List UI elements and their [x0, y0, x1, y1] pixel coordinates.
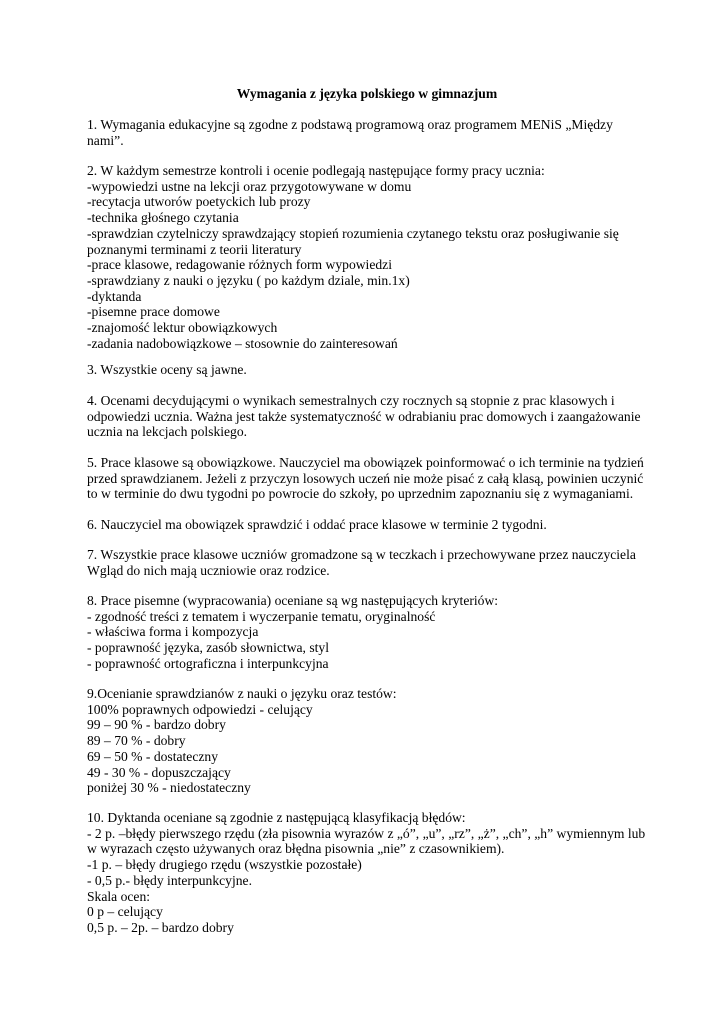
text-line: -dyktanda — [87, 288, 142, 304]
text-line: ucznia na lekcjach polskiego. — [87, 424, 248, 440]
section-7 — [87, 547, 647, 578]
text-line: odpowiedzi ucznia. Ważna jest także systematyczność w odrabianiu prac domowych i zaangażowanie — [87, 408, 641, 424]
text-line: 99 – 90 % - bardzo dobry — [87, 717, 226, 733]
text-line: - 2 p. –błędy pierwszego rzędu (zła pisownia wyrazów z „ó”, „u”, „rz”, „ż”, „ch”, „h” wymiennym lub — [87, 825, 646, 841]
section-3 — [87, 362, 647, 378]
text-line: 4. Ocenami decydującymi o wynikach semestralnych czy rocznych są stopnie z prac klasowych i — [87, 393, 615, 408]
text-line: -zadania nadobowiązkowe – stosownie do zainteresowań — [87, 335, 398, 351]
text-line: -znajomość lektur obowiązkowych — [87, 320, 278, 336]
text-line: -sprawdziany z nauki o języku ( po każdym dziale, min.1x) — [87, 272, 410, 288]
text-line: 49 - 30 % - dopuszczający — [87, 764, 231, 780]
text-line: 10. Dyktanda oceniane są zgodnie z następującą klasyfikacją błędów: — [87, 810, 466, 825]
text-line: Skala ocen: — [87, 888, 151, 904]
section-1 — [87, 117, 647, 148]
text-line: 0,5 p. – 2p. – bardzo dobry — [87, 919, 234, 935]
text-line: - zgodność treści z tematem i wyczerpanie tematu, oryginalność — [87, 608, 436, 624]
text-line: -pisemne prace domowe — [87, 304, 220, 320]
text-line: -1 p. – błędy drugiego rzędu (wszystkie pozostałe) — [87, 857, 362, 873]
text-line: 5. Prace klasowe są obowiązkowe. Nauczyciel ma obowiązek poinformować o ich terminie na tydzień — [87, 455, 644, 470]
text-line: to w terminie do dwu tygodni po powrocie do szkoły, po uprzednim zapoznaniu się z wymaganiami. — [87, 486, 634, 502]
text-line: 1. Wymagania edukacyjne są zgodne z podstawą programową oraz programem MENiS „Między — [87, 117, 613, 132]
text-line: 7. Wszystkie prace klasowe uczniów gromadzone są w teczkach i przechowywane przez nauczyciela — [87, 547, 636, 562]
text-line: 8. Prace pisemne (wypracowania) oceniane są wg następujących kryteriów: — [87, 593, 499, 608]
text-line: - 0,5 p.- błędy interpunkcyjne. — [87, 872, 252, 888]
section-2 — [87, 163, 647, 351]
text-line: -technika głośnego czytania — [87, 210, 239, 226]
text-line: 9.Ocenianie sprawdzianów z nauki o języku oraz testów: — [87, 686, 397, 701]
text-line: 2. W każdym semestrze kontroli i ocenie podlegają następujące formy pracy ucznia: — [87, 163, 545, 178]
text-line: poznanymi terminami z teorii literatury — [87, 241, 302, 257]
section-10 — [87, 810, 647, 936]
section-5 — [87, 455, 647, 502]
text-line: poniżej 30 % - niedostateczny — [87, 780, 251, 796]
section-9 — [87, 686, 647, 796]
text-line: - poprawność języka, zasób słownictwa, styl — [87, 640, 329, 656]
document-title: Wymagania z języka polskiego w gimnazjum — [236, 86, 498, 101]
text-line: - poprawność ortograficzna i interpunkcyjna — [87, 655, 329, 671]
text-line: 3. Wszystkie oceny są jawne. — [87, 362, 247, 377]
text-line: 69 – 50 % - dostateczny — [87, 748, 218, 764]
text-line: 89 – 70 % - dobry — [87, 733, 186, 749]
text-line: 100% poprawnych odpowiedzi - celujący — [87, 701, 313, 717]
text-line: nami”. — [87, 132, 124, 148]
text-line: 6. Nauczyciel ma obowiązek sprawdzić i oddać prace klasowe w terminie 2 tygodni. — [87, 517, 547, 532]
text-line: 0 p – celujący — [87, 904, 163, 920]
text-line: -sprawdzian czytelniczy sprawdzający stopień rozumienia czytanego tekstu oraz posługiwanie się — [87, 225, 619, 241]
section-4 — [87, 393, 647, 440]
text-line: Wgląd do nich mają uczniowie oraz rodzice. — [87, 562, 330, 578]
text-line: -recytacja utworów poetyckich lub prozy — [87, 194, 311, 210]
section-8 — [87, 593, 647, 672]
text-line: -wypowiedzi ustne na lekcji oraz przygotowywane w domu — [87, 178, 412, 194]
text-line: przed sprawdzianem. Jeżeli z przyczyn losowych uczeń nie może pisać z całą klasą, powinien uczynić — [87, 470, 644, 486]
text-line: - właściwa forma i kompozycja — [87, 624, 259, 640]
section-6 — [87, 517, 647, 533]
text-line: -prace klasowe, redagowanie różnych form wypowiedzi — [87, 257, 392, 273]
text-line: w wyrazach często używanych oraz błędna pisownia „nie” z czasownikiem). — [87, 841, 505, 857]
